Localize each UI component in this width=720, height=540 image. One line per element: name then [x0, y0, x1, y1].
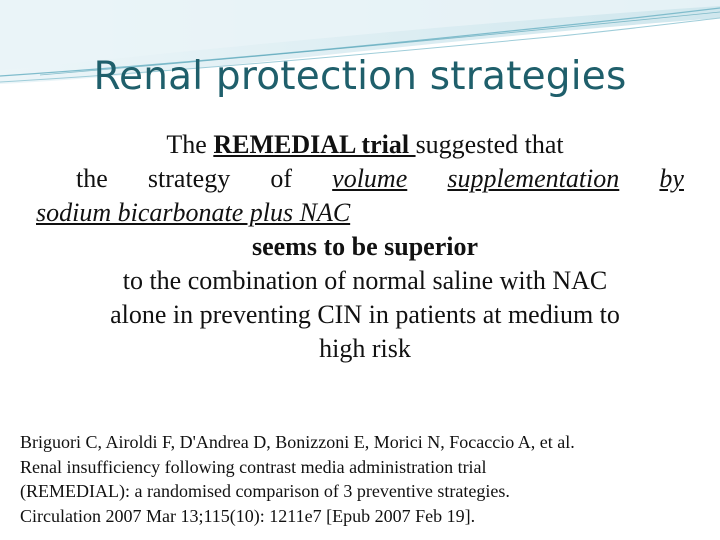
sodium-bicarbonate-text: sodium bicarbonate plus NAC	[36, 198, 351, 227]
word-of: of	[270, 164, 293, 193]
body-line-5: to the combination of normal saline with NAC	[122, 266, 608, 295]
body-line-1	[36, 128, 694, 162]
body-line-4: seems to be superior	[251, 232, 478, 261]
word-the: the	[76, 164, 108, 193]
citation	[20, 430, 700, 528]
word-supplementation: supplementation	[447, 164, 620, 193]
word-by: by	[659, 164, 684, 193]
remedial-trial-text: REMEDIAL trial	[213, 130, 416, 159]
body-line-3	[36, 196, 694, 230]
word-volume: volume	[332, 164, 408, 193]
word-strategy: strategy	[147, 164, 231, 193]
body-line-1-pre: The	[166, 130, 214, 159]
citation-line-1: Briguori C, Airoldi F, D'Andrea D, Bonizzoni E, Morici N, Focaccio A, et al.	[20, 432, 575, 452]
body-line-2	[36, 162, 694, 196]
slide-title: Renal protection strategies	[93, 54, 627, 99]
body-line-7: high risk	[319, 334, 411, 363]
citation-line-2: Renal insufficiency following contrast media administration trial	[20, 456, 487, 477]
body-line-6: alone in preventing CIN in patients at medium to	[110, 300, 620, 329]
slide-body	[36, 128, 694, 366]
citation-line-4: Circulation 2007 Mar 13;115(10): 1211e7 [Epub 2007 Feb 19].	[20, 505, 476, 526]
citation-line-3: (REMEDIAL): a randomised comparison of 3 preventive strategies.	[20, 481, 510, 501]
body-line-1-post: suggested that	[415, 130, 564, 159]
